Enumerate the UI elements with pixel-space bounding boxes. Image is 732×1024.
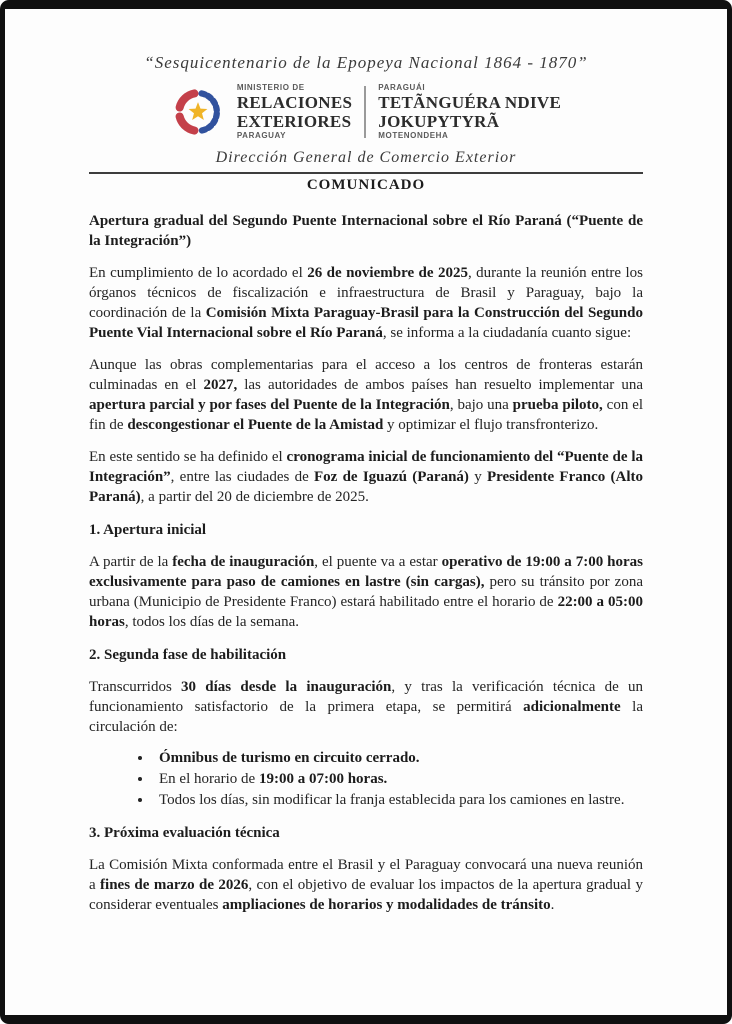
bullet-item-hours: • En el horario de 19:00 a 07:00 horas. (153, 769, 643, 789)
ministry-label-bottom-gn: MOTENONDEHA (378, 131, 449, 140)
paragraph-phase2: Transcurridos 30 días desde la inauguración, y tras la verificación técnica de un funcionamiento satisfactorio de la primera etapa, se permitirá adicionalmente la circulación de: (89, 679, 644, 735)
department-name: Dirección General de Comercio Exterior (215, 149, 517, 166)
section-heading-3: 3. Próxima evaluación técnica (89, 825, 280, 841)
ministry-name-line2-gn: JOKUPYTYRÃ (378, 112, 500, 131)
star-icon (188, 102, 207, 120)
header-divider-rule (89, 172, 643, 174)
page-content (5, 9, 727, 1015)
wreath-red-lower-arc (179, 117, 194, 131)
section-heading-2: 2. Segunda fase de habilitación (89, 647, 287, 663)
paragraph-phase1: A partir de la fecha de inauguración, el puente va a estar operativo de 19:00 a 7:00 horas exclusivamente para paso de camiones en lastre (sin cargas), pero su tránsito por zona urbana (Municipio de Presidente Franco) estará habilitado entre el horario de 22:00 a 05:00 horas, todos los días de la semana. (89, 554, 644, 630)
logo-divider-line (364, 86, 366, 138)
bullet-item-days: • Todos los días, sin modificar la franja establecida para los camiones en lastre. (153, 790, 643, 810)
ministry-name-line2-es: EXTERIORES (236, 112, 352, 131)
ministry-name-line1-es: RELACIONES (236, 93, 353, 112)
coat-of-arms-icon (171, 84, 225, 140)
ministry-label-top-es: MINISTERIO DE (236, 83, 305, 92)
paragraph-context: Aunque las obras complementarias para el acceso a los centros de fronteras estarán culminadas en el 2027, las autoridades de ambos países han resuelto implementar una apertura parcial y por fases del Puente de la Integración, bajo una prueba piloto, con el fin de descongestionar el Puente de la Amistad y optimizar el flujo transfronterizo. (89, 357, 644, 433)
bullet-list (89, 748, 643, 810)
ministry-name-spanish (237, 83, 352, 141)
paragraph-schedule: En este sentido se ha definido el cronograma inicial de funcionamiento del “Puente de la Integración”, entre las ciudades de Foz de Iguazú (Paraná) y Presidente Franco (Alto Paraná), a partir del 20 de diciembre de 2025. (89, 449, 644, 505)
ministry-label-top-gn: PARAGUÁI (378, 83, 426, 92)
doc-type-heading: COMUNICADO (306, 177, 426, 193)
ministry-name-guarani (378, 83, 561, 141)
wreath-blue-arc (201, 93, 216, 130)
ministry-name-line1-gn: TETÃNGUÉRA NDIVE (378, 93, 562, 112)
bullet-item-buses: • Ómnibus de turismo en circuito cerrado. (153, 748, 643, 768)
paragraph-intro: En cumplimiento de lo acordado el 26 de noviembre de 2025, durante la reunión entre los órganos técnicos de fiscalización e infraestructura de Brasil y Paraguay, bajo la coordinación de la Comisión Mixta Paraguay-Brasil para la Construcción del Segundo Puente Vial Internacional sobre el Río Paraná, se informa a la ciudadanía cuanto sigue: (89, 265, 643, 341)
paragraph-evaluation: La Comisión Mixta conformada entre el Brasil y el Paraguay convocará una nueva reunión a fines de marzo de 2026, con el objetivo de evaluar los impactos de la apertura gradual y considerar eventuales ampliaciones de horarios y modalidades de tránsito. (89, 857, 643, 913)
wreath-red-upper-arc (179, 93, 194, 107)
document-title: Apertura gradual del Segundo Puente Internacional sobre el Río Paraná (“Puente de la Integración”) (89, 213, 643, 249)
national-motto: “Sesquicentenario de la Epopeya Nacional 1864 - 1870” (144, 53, 588, 72)
section-heading-1: 1. Apertura inicial (89, 522, 207, 538)
ministry-logo (89, 83, 643, 141)
ministry-label-bottom-es: PARAGUAY (236, 131, 287, 140)
